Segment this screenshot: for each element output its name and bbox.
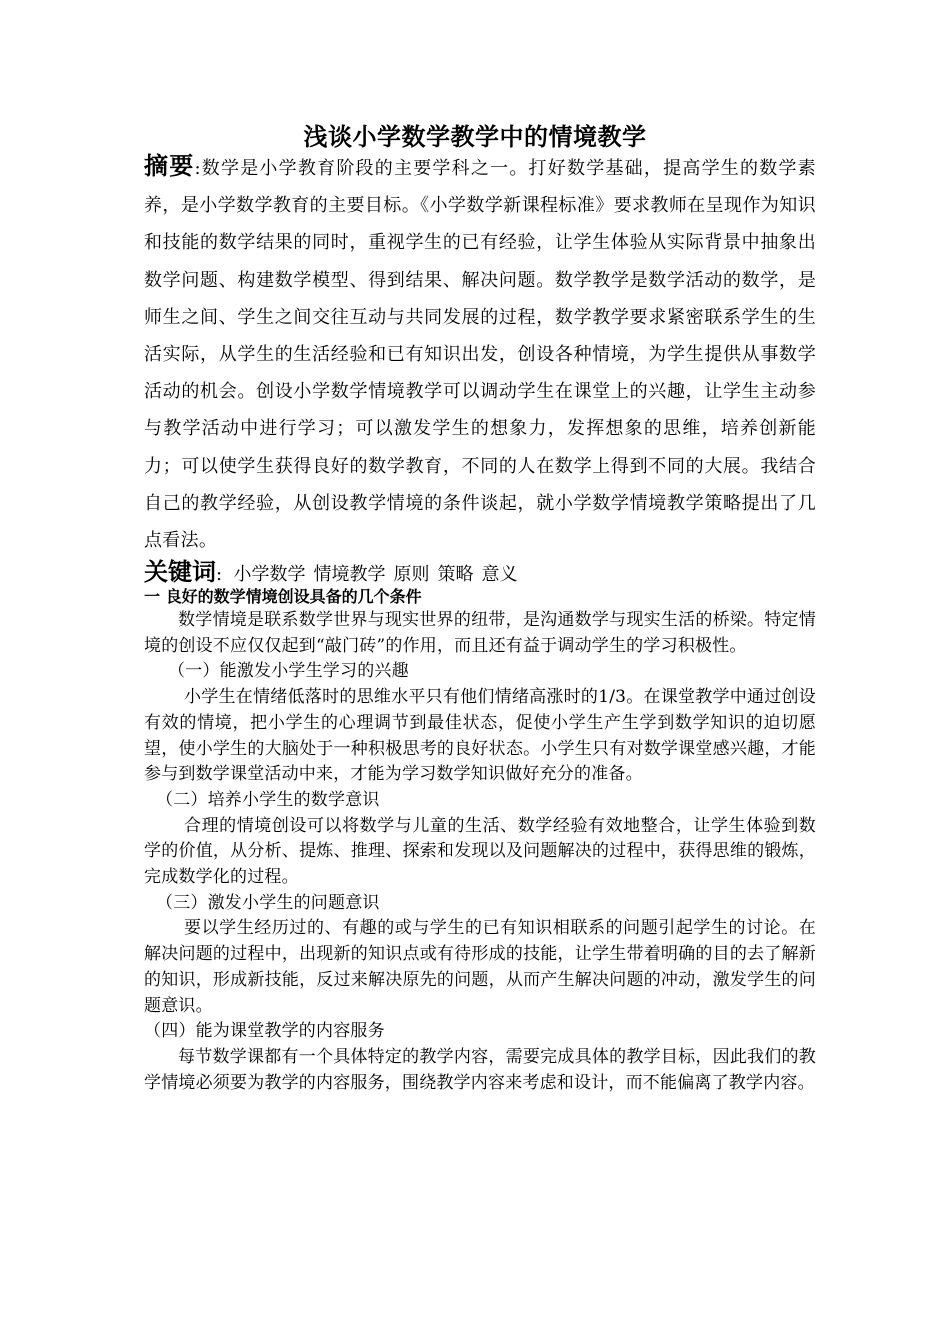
keywords-colon: : [216,564,223,585]
subsection-paragraph-1: 小学生在情绪低落时的思维水平只有他们情绪高涨时的1/3。在课堂教学中通过创设有效的情境，把小学生的心理调节到最佳状态，促使小学生产生学到数学知识的迫切愿望，使小学生的大脑处于一种积极思考的良好状态。小学生只有对数学课堂感兴趣，才能参与到数学课堂活动中来，才能为学习数学知识做好充分的准备。 [144,687,816,785]
subsection-title-2: （二）培养小学生的数学意识 [156,789,380,810]
subsection-paragraph-3: 要以学生经历过的、有趣的或与学生的已有知识相联系的问题引起学生的讨论。在解决问题的过程中，出现新的知识点或有待形成的技能，让学生带着明确的目的去了解新的知识，形成新技能，反过来解决原先的问题，从而产生解决问题的冲动，激发学生的问题意识。 [144,918,816,1016]
abstract-text: 数学是小学教育阶段的主要学科之一。打好数学基础，提高学生的数学素养，是小学数学教育的主要目标。《小学数学新课程标准》要求教师在呈现作为知识和技能的数学结果的同时，重视学生的已有经验，让学生体验从实际背景中抽象出数学问题、构建数学模型、得到结果、解决问题。数学教学是数学活动的数学，是师生之间、学生之间交往互动与共同发展的过程，数学教学要求紧密联系学生的生活实际，从学生的生活经验和已有知识出发，创设各种情境，为学生提供从事数学活动的机会。创设小学数学情境教学可以调动学生在课堂上的兴趣，让学生主动参与教学活动中进行学习；可以激发学生的想象力，发挥想象的思维，培养创新能力；可以使学生获得良好的数学教育，不同的人在数学上得到不同的大展。我结合自己的教学经验，从创设教学情境的条件谈起，就小学数学情境教学策略提出了几点看法。 [144,158,816,552]
subsection-paragraph-4: 每节数学课都有一个具体特定的教学内容，需要完成具体的教学目标，因此我们的教学情境必须要为教学的内容服务，围绕教学内容来考虑和设计，而不能偏离了教学内容。 [144,1046,816,1093]
abstract-paragraph [144,148,816,559]
abstract-colon: : [194,158,201,179]
document-title: 浅谈小学数学教学中的情境教学 [303,122,647,151]
keywords-label: 关键词 [144,558,216,586]
subsection-title-3: （三）激发小学生的问题意识 [156,892,380,913]
keyword-item: 小学数学 [233,564,306,585]
section-heading: 一 良好的数学情境创设具备的几个条件 [144,587,422,606]
keyword-item: 策略 [437,564,474,585]
section-intro-paragraph: 数学情境是联系数学世界与现实世界的纽带，是沟通数学与现实生活的桥梁。特定情境的创设不应仅仅起到“敲门砖”的作用，而且还有益于调动学生的学习积极性。 [144,610,816,656]
subsection-title-4: （四）能为课堂教学的内容服务 [144,1021,385,1042]
subsection-title-1: （一）能激发小学生学习的兴趣 [168,661,409,682]
keyword-item: 原则 [393,564,430,585]
subsection-paragraph-2: 合理的情境创设可以将数学与儿童的生活、数学经验有效地整合，让学生体验到数学的价值，从分析、提炼、推理、探索和发现以及问题解决的过程中，获得思维的锻炼，完成数学化的过程。 [144,815,816,888]
keyword-item: 情境教学 [313,564,386,585]
keyword-item: 意义 [481,564,518,585]
abstract-label: 摘要 [144,152,195,180]
section-body [144,608,816,1096]
